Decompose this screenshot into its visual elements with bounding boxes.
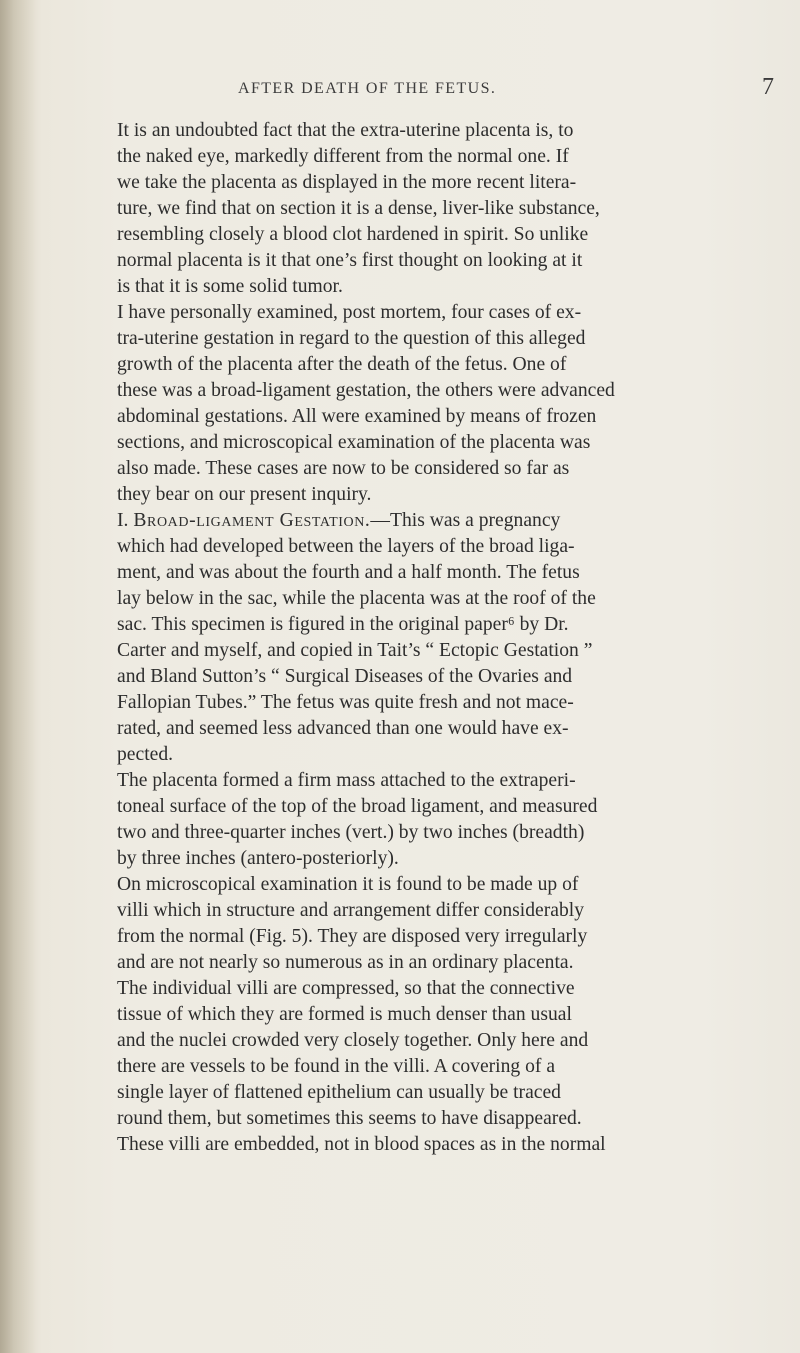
text-line: resembling closely a blood clot hardened in spirit. So unlike [117, 224, 589, 245]
text-line: Carter and myself, and copied in Tait’s “ Ectopic Gestation ” [117, 640, 593, 661]
paragraph-5 [117, 872, 757, 1158]
text-line: the naked eye, markedly different from the normal one. If [117, 146, 569, 167]
paragraph-3 [117, 508, 757, 768]
text-line: sac. This specimen is figured in the original paper⁶ by Dr. [117, 614, 569, 635]
text-line: Fallopian Tubes.” The fetus was quite fresh and not mace- [117, 692, 574, 713]
text-line: also made. These cases are now to be considered so far as [117, 458, 570, 479]
text-line: we take the placenta as displayed in the more recent litera- [117, 172, 577, 193]
text-line: they bear on our present inquiry. [117, 484, 372, 505]
heading-line-rest: —This was a pregnancy [370, 510, 561, 531]
binding-edge-shadow [0, 0, 36, 1353]
text-line: round them, but sometimes this seems to have disappeared. [117, 1108, 582, 1129]
text-line: On microscopical examination it is found to be made up of [117, 874, 579, 895]
text-line: two and three-quarter inches (vert.) by two inches (breadth) [117, 822, 585, 843]
paragraph-4 [117, 768, 757, 872]
section-heading: Broad-ligament Gestation. [133, 510, 371, 531]
text-line: ture, we find that on section it is a dense, liver-like substance, [117, 198, 600, 219]
text-line: and Bland Sutton’s “ Surgical Diseases of the Ovaries and [117, 666, 573, 687]
text-line: ment, and was about the fourth and a half month. The fetus [117, 562, 580, 583]
paragraph-2 [117, 300, 757, 508]
text-line: normal placenta is it that one’s first thought on looking at it [117, 250, 583, 271]
text-line: by three inches (antero-posteriorly). [117, 848, 399, 869]
section-number: I. [117, 510, 129, 531]
page-number: 7 [762, 74, 774, 100]
text-line: It is an undoubted fact that the extra-uterine placenta is, to [117, 120, 574, 141]
text-line: tra-uterine gestation in regard to the question of this alleged [117, 328, 586, 349]
text-line: toneal surface of the top of the broad ligament, and measured [117, 796, 598, 817]
text-line: villi which in structure and arrangement differ considerably [117, 900, 585, 921]
text-line: single layer of flattened epithelium can usually be traced [117, 1082, 561, 1103]
text-line: lay below in the sac, while the placenta was at the roof of the [117, 588, 596, 609]
text-line: abdominal gestations. All were examined by means of frozen [117, 406, 597, 427]
text-line: The placenta formed a firm mass attached to the extraperi- [117, 770, 576, 791]
text-line: growth of the placenta after the death of the fetus. One of [117, 354, 567, 375]
text-line: tissue of which they are formed is much denser than usual [117, 1004, 572, 1025]
text-line: which had developed between the layers of the broad liga- [117, 536, 575, 557]
running-head [0, 74, 800, 104]
running-title: AFTER DEATH OF THE FETUS. [238, 80, 497, 97]
text-line: sections, and microscopical examination of the placenta was [117, 432, 591, 453]
text-line: I have personally examined, post mortem, four cases of ex- [117, 302, 582, 323]
text-line: rated, and seemed less advanced than one would have ex- [117, 718, 569, 739]
paragraph-1 [117, 118, 757, 300]
body-text [117, 118, 757, 1158]
text-line: is that it is some solid tumor. [117, 276, 343, 297]
text-line: these was a broad-ligament gestation, the others were advanced [117, 380, 615, 401]
text-line: The individual villi are compressed, so that the connective [117, 978, 575, 999]
text-line: from the normal (Fig. 5). They are disposed very irregularly [117, 926, 588, 947]
text-line: there are vessels to be found in the villi. A covering of a [117, 1056, 556, 1077]
section-heading-line [117, 508, 757, 534]
text-line: These villi are embedded, not in blood spaces as in the normal [117, 1134, 606, 1155]
text-line: pected. [117, 744, 174, 765]
text-line: and are not nearly so numerous as in an ordinary placenta. [117, 952, 574, 973]
text-line: and the nuclei crowded very closely together. Only here and [117, 1030, 589, 1051]
